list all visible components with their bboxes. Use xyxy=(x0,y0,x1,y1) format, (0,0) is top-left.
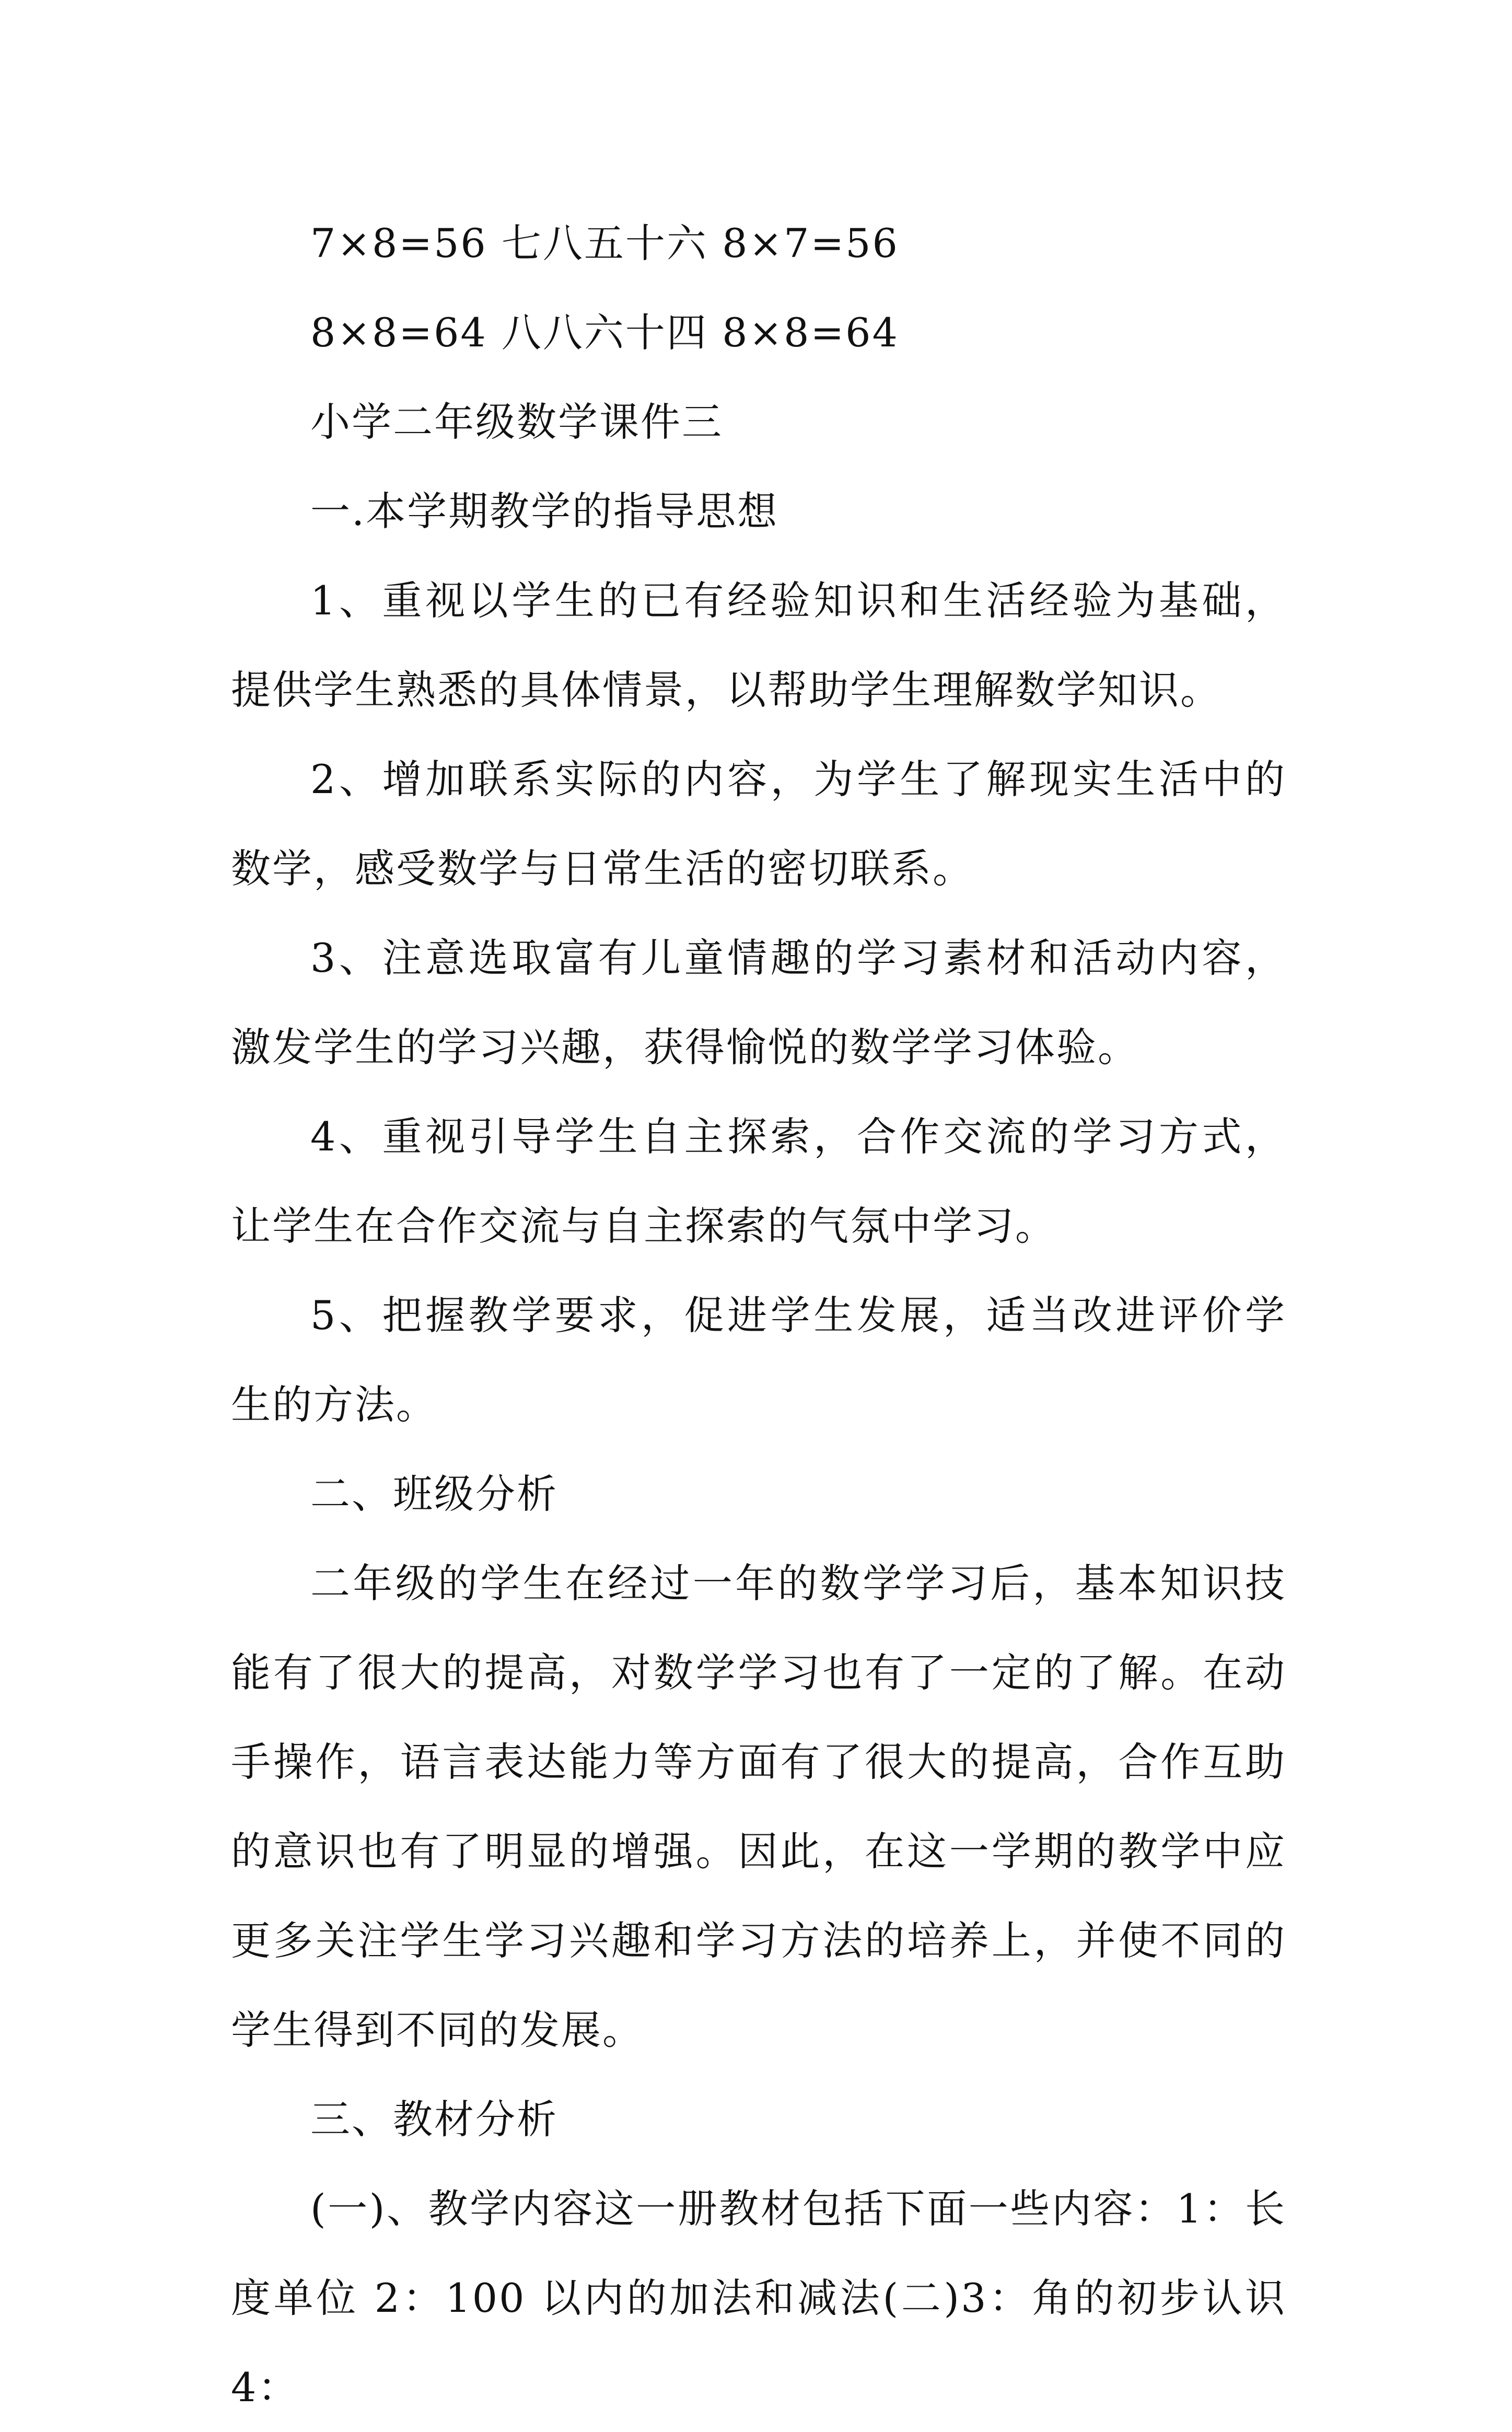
section1-item-1: 1、重视以学生的已有经验知识和生活经验为基础，提供学生熟悉的具体情景，以帮助学生理解数学知识。 xyxy=(231,577,1286,713)
multiplication-line-1: 7×8=56 七八五十六 8×7=56 xyxy=(310,220,899,266)
multiplication-line-2: 8×8=64 八八六十四 8×8=64 xyxy=(310,309,899,356)
section1-item-2: 2、增加联系实际的内容，为学生了解现实生活中的数学，感受数学与日常生活的密切联系。 xyxy=(231,756,1286,892)
section1-item-5: 5、把握教学要求，促进学生发展，适当改进评价学生的方法。 xyxy=(231,1292,1286,1428)
section2-body: 二年级的学生在经过一年的数学学习后，基本知识技能有了很大的提高，对数学学习也有了一定的了解。在动手操作，语言表达能力等方面有了很大的提高，合作互助的意识也有了明显的增强。因此，在这一学期的教学中应更多关注学生学习兴趣和学习方法的培养上，并使不同的学生得到不同的发展。 xyxy=(231,1560,1286,2053)
section1-heading: 一.本学期教学的指导思想 xyxy=(310,488,779,534)
section3-body: (一)、教学内容这一册教材包括下面一些内容：1：长度单位 2：100 以内的加法和减法(二)3：角的初步认识 4： xyxy=(231,2185,1286,2411)
document-title: 小学二年级数学课件三 xyxy=(310,399,723,445)
section2-heading: 二、班级分析 xyxy=(310,1471,558,1517)
section1-item-4: 4、重视引导学生自主探索，合作交流的学习方式，让学生在合作交流与自主探索的气氛中学习。 xyxy=(231,1113,1286,1249)
section1-item-3: 3、注意选取富有儿童情趣的学习素材和活动内容，激发学生的学习兴趣，获得愉悦的数学学习体验。 xyxy=(231,935,1286,1070)
document-body xyxy=(231,199,1286,2432)
section3-heading: 三、教材分析 xyxy=(310,2096,558,2143)
